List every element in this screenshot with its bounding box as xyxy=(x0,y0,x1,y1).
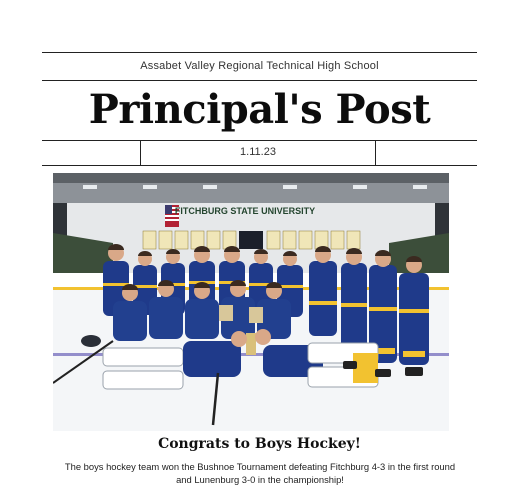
story-caption: The boys hockey team won the Bushnoe Tournament defeating Fitchburg 4-3 in the first round and Lunenburg 3-0 in the championship! xyxy=(64,461,456,485)
team-photo-illustration xyxy=(53,173,449,431)
top-rule xyxy=(42,52,477,53)
date-bar xyxy=(42,140,477,165)
school-name: Assabet Valley Regional Technical High School xyxy=(140,60,379,72)
team-photo xyxy=(53,173,449,431)
issue-date: 1.11.23 xyxy=(140,140,376,165)
school-rule xyxy=(42,80,477,81)
newsletter-title: Principal's Post xyxy=(88,86,431,133)
arena-banner: FITCHBURG STATE UNIVERSITY xyxy=(174,206,316,216)
date-rule xyxy=(42,165,477,166)
story-headline: Congrats to Boys Hockey! xyxy=(158,436,361,452)
